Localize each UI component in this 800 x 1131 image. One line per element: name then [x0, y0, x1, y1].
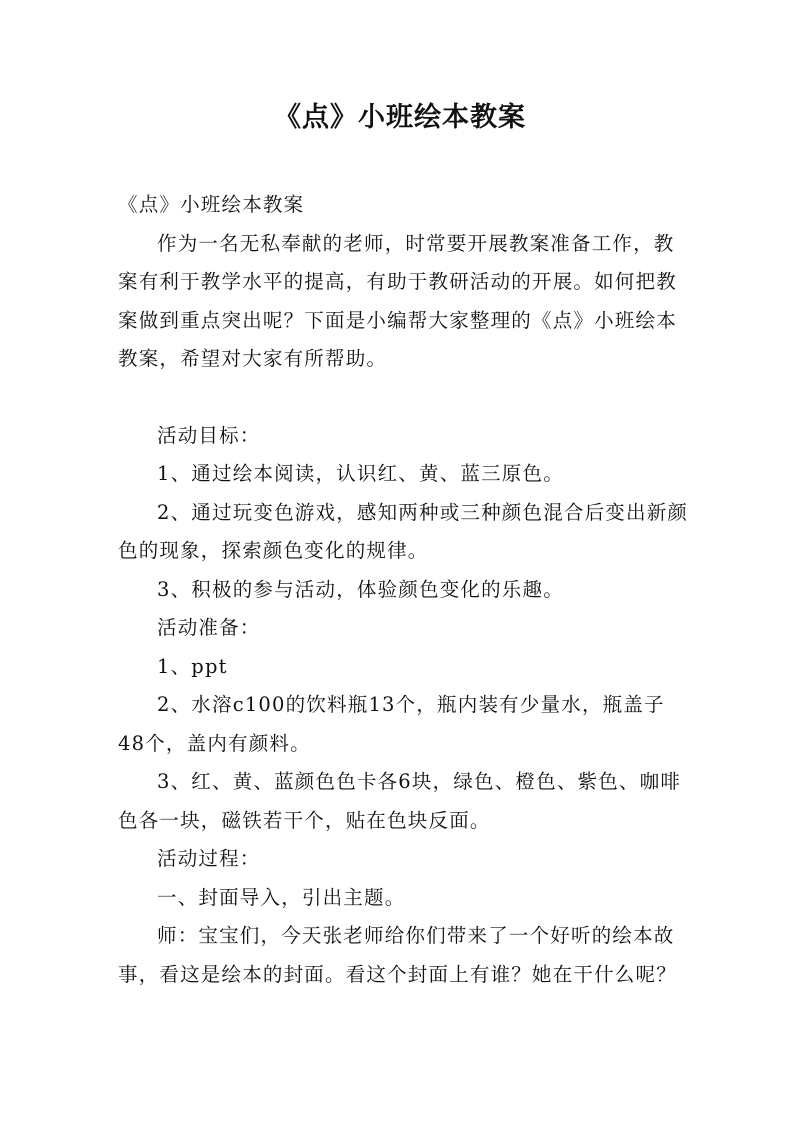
goal-item-2: 2、通过玩变色游戏，感知两种或三种颜色混合后变出新颜色的现象，探索颜色变化的规律。 — [118, 500, 689, 562]
goal-item-3: 3、积极的参与活动，体验颜色变化的乐趣。 — [157, 577, 564, 601]
goal-item-1: 1、通过绘本阅读，认识红、黄、蓝三原色。 — [157, 462, 564, 485]
intro-paragraph: 作为一名无私奉献的老师，时常要开展教案准备工作，教案有利于教学水平的提高，有助于教研活动的开展。如何把教案做到重点突出呢？下面是小编帮大家整理的《点》小班绘本教案，希望对大家有所帮助。 — [118, 231, 677, 370]
section-heading-preparation: 活动准备： — [157, 616, 261, 639]
page-title: 《点》小班绘本教案 — [274, 102, 526, 133]
prep-item-3: 3、红、黄、蓝颜色色卡各6块，绿色、橙色、紫色、咖啡色各一块，磁铁若干个，贴在色块反面。 — [118, 770, 682, 832]
section-heading-process: 活动过程： — [157, 847, 261, 870]
subtitle-line: 《点》小班绘本教案 — [118, 193, 305, 216]
section-heading-goals: 活动目标： — [157, 423, 261, 447]
prep-item-1: 1、ppt — [157, 654, 228, 678]
blank-line — [118, 379, 690, 417]
process-step-1: 一、封面导入，引出主题。 — [157, 885, 406, 909]
document-body — [118, 186, 690, 994]
prep-item-2: 2、水溶c100的饮料瓶13个，瓶内装有少量水，瓶盖子48个，盖内有颜料。 — [118, 693, 665, 755]
teacher-dialogue: 师：宝宝们，今天张老师给你们带来了一个好听的绘本故事，看这是绘本的封面。看这个封面上有谁？她在干什么呢？ — [118, 924, 677, 986]
